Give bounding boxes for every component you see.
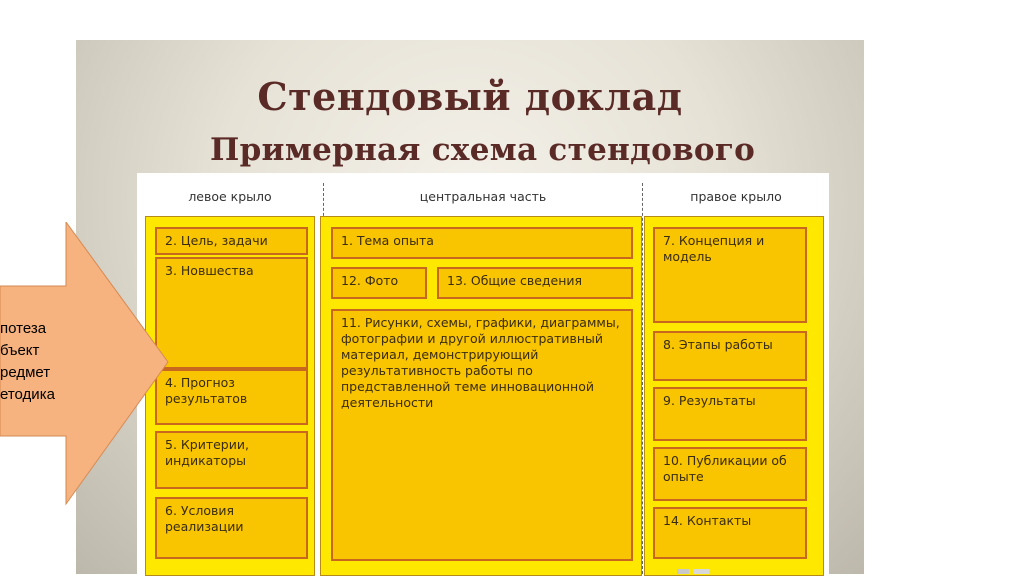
slide-title: Стендовый доклад bbox=[257, 74, 683, 119]
card-contacts: 14. Контакты bbox=[653, 507, 807, 559]
card-stages: 8. Этапы работы bbox=[653, 331, 807, 381]
card-conditions: 6. Условия реализации bbox=[155, 497, 308, 559]
arrow-line-3: редмет bbox=[0, 364, 51, 381]
card-publications: 10. Публикации об опыте bbox=[653, 447, 807, 501]
center-part-label: центральная часть bbox=[419, 189, 547, 204]
corner-mark-icon bbox=[675, 566, 715, 574]
card-illustrations: 11. Рисунки, схемы, графики, диаграммы, фотографии и другой иллюстративный материал, демонстрирующий результативность работы по представленной теме инновационной деятельности bbox=[331, 309, 633, 561]
right-wing-label: правое крыло bbox=[690, 189, 782, 204]
left-wing-label: левое крыло bbox=[188, 189, 272, 204]
arrow-line-2: бъект bbox=[0, 342, 40, 359]
card-innovations: 3. Новшества bbox=[155, 257, 308, 369]
card-goal-tasks: 2. Цель, задачи bbox=[155, 227, 308, 255]
card-forecast: 4. Прогноз результатов bbox=[155, 369, 308, 425]
card-general-info: 13. Общие сведения bbox=[437, 267, 633, 299]
card-criteria: 5. Критерии, индикаторы bbox=[155, 431, 308, 489]
arrow-line-1: потеза bbox=[0, 320, 47, 337]
card-photo: 12. Фото bbox=[331, 267, 427, 299]
arrow-line-4: етодика bbox=[0, 386, 55, 403]
poster-scheme bbox=[137, 173, 829, 574]
card-concept: 7. Концепция и модель bbox=[653, 227, 807, 323]
slide-subtitle: Примерная схема стендового bbox=[210, 132, 756, 168]
divider-right bbox=[642, 183, 643, 574]
arrow-text bbox=[0, 318, 55, 406]
card-topic: 1. Тема опыта bbox=[331, 227, 633, 259]
card-results: 9. Результаты bbox=[653, 387, 807, 441]
